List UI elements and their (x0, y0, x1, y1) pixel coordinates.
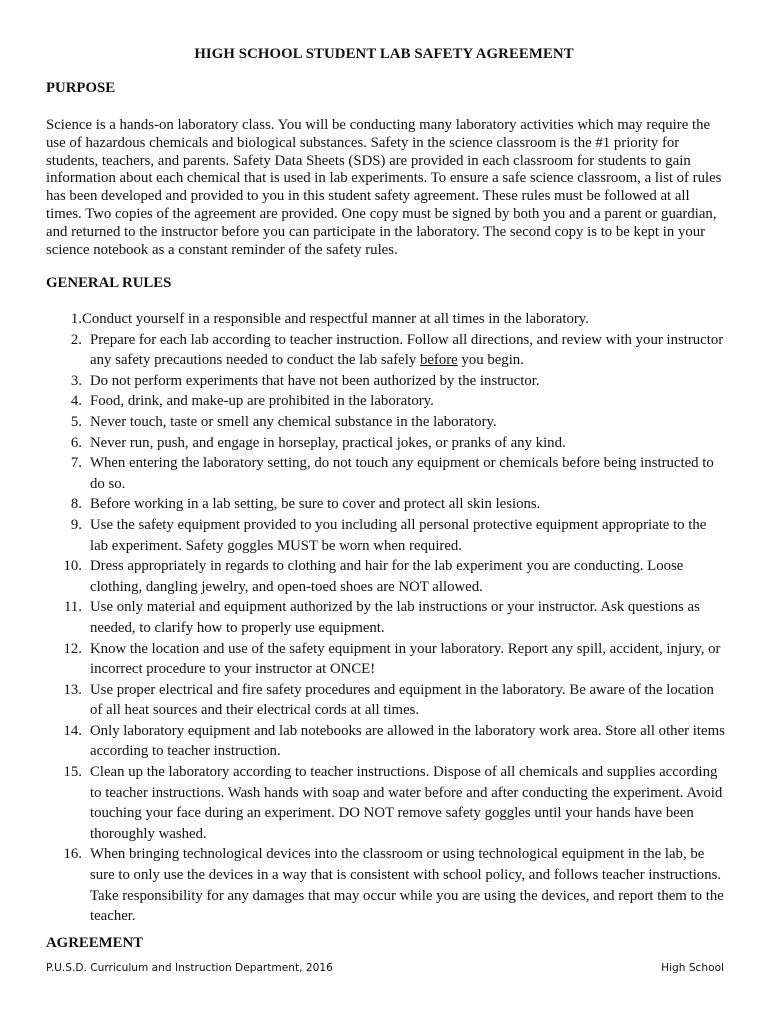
purpose-paragraph: Science is a hands-on laboratory class. You will be conducting many laboratory activities which may require the use of hazardous chemicals and biological substances. Safety in the science classroom is the #1 priority for students, teachers, and parents. Safety Data Sheets (SDS) are provided in each classroom for students to gain information about each chemical that is used in lab experiments. To ensure a safe science classroom, a list of rules has been developed and provided to you in this student safety agreement. These rules must be followed at all times. Two copies of the agreement are provided. One copy must be signed by both you and a parent or guardian, and returned to the instructor before you can participate in the laboratory. The second copy is to be kept in your science notebook as a constant reminder of the safety rules. (46, 117, 722, 258)
rule-item (46, 494, 726, 515)
rule-number: 9. (70, 516, 82, 533)
rule-text: When bringing technological devices into the classroom or using technological equipment in the lab, be sure to only use the devices in a way that is consistent with school policy, and follows teacher instructions. Take responsibility for any damages that may occur while you are using the devices, and report them to the teacher. (90, 846, 724, 925)
rule-text: Only laboratory equipment and lab notebooks are allowed in the laboratory work area. Store all other items according to teacher instruction. (90, 722, 725, 760)
rule-number: 11. (64, 599, 82, 616)
rule-number: 15. (63, 764, 82, 781)
rule-text: When entering the laboratory setting, do not touch any equipment or chemicals before being instructed to do so. (90, 455, 714, 492)
rule-number: 1. (70, 311, 82, 327)
rule-text: Use the safety equipment provided to you including all personal protective equipment appropriate to the lab experiment. Safety goggles MUST be worn when required. (90, 516, 707, 554)
rule-number: 8. (70, 496, 82, 513)
rule-item (46, 639, 726, 680)
rule-item (46, 309, 726, 330)
rule-number: 5. (70, 413, 82, 430)
agreement-heading: AGREEMENT (46, 935, 144, 951)
rule-item (46, 412, 726, 433)
rule-number: 2. (70, 331, 82, 348)
footer-department: P.U.S.D. Curriculum and Instruction Department, 2016 (46, 962, 333, 974)
rule-item (46, 515, 726, 556)
rule-text-part: Prepare for each lab according to teacher instruction. Follow all directions, and review with your instructor any safety precautions needed to conduct the lab safely (90, 331, 724, 369)
rule-number: 12. (63, 640, 82, 657)
rule-number: 4. (70, 393, 82, 410)
document-title: HIGH SCHOOL STUDENT LAB SAFETY AGREEMENT (194, 46, 574, 62)
rule-text (82, 330, 726, 371)
rule-item (46, 762, 726, 844)
rule-text: Food, drink, and make-up are prohibited in the laboratory. (90, 393, 434, 410)
rule-item (46, 371, 726, 392)
rule-number: 13. (63, 681, 82, 698)
rule-number: 14. (63, 722, 82, 739)
rule-item (46, 597, 726, 638)
footer-level: High School (661, 962, 724, 974)
rule-number: 3. (70, 372, 82, 389)
rule-item (46, 391, 726, 412)
rule-number: 6. (70, 434, 82, 451)
rule-text: Before working in a lab setting, be sure to cover and protect all skin lesions. (90, 496, 541, 513)
rule-item (46, 721, 726, 762)
rule-text: Conduct yourself in a responsible and respectful manner at all times in the laboratory. (82, 311, 589, 327)
rule-text-emphasis: before (419, 352, 458, 369)
rule-item (46, 844, 726, 926)
rule-number: 16. (63, 846, 82, 863)
rule-text: Dress appropriately in regards to clothing and hair for the lab experiment you are conducting. Loose clothing, dangling jewelry, and open-toed shoes are NOT allowed. (90, 558, 684, 595)
rule-text: Know the location and use of the safety equipment in your laboratory. Report any spill, accident, injury, or incorrect procedure to your instructor at ONCE! (90, 640, 721, 678)
purpose-heading: PURPOSE (46, 80, 116, 96)
rule-item (46, 680, 726, 721)
rule-text: Clean up the laboratory according to teacher instructions. Dispose of all chemicals and supplies according to teacher instructions. Wash hands with soap and water before and after conducting the experiment. Avoid touching your face during an experiment. DO NOT remove safety goggles until your hands have been thoroughly washed. (90, 764, 723, 842)
rule-item (46, 330, 726, 371)
rule-text: Use proper electrical and fire safety procedures and equipment in the laboratory. Be aware of the location of all heat sources and their electrical cords at all times. (90, 681, 714, 719)
rule-item (46, 453, 726, 494)
rule-item (46, 556, 726, 597)
general-rules-heading: GENERAL RULES (46, 275, 172, 291)
rule-text: Use only material and equipment authorized by the lab instructions or your instructor. Ask questions as needed, to clarify how to properly use equipment. (90, 599, 700, 636)
rule-number: 10. (63, 558, 82, 575)
general-rules-list (46, 309, 726, 927)
rule-number: 7. (70, 455, 82, 472)
rule-text: Never run, push, and engage in horseplay, practical jokes, or pranks of any kind. (90, 434, 566, 451)
rule-item (46, 433, 726, 454)
page-footer (46, 962, 724, 974)
rule-text: Do not perform experiments that have not been authorized by the instructor. (90, 372, 540, 389)
rule-text: Never touch, taste or smell any chemical substance in the laboratory. (90, 413, 497, 430)
rule-text-part: you begin. (457, 352, 524, 369)
